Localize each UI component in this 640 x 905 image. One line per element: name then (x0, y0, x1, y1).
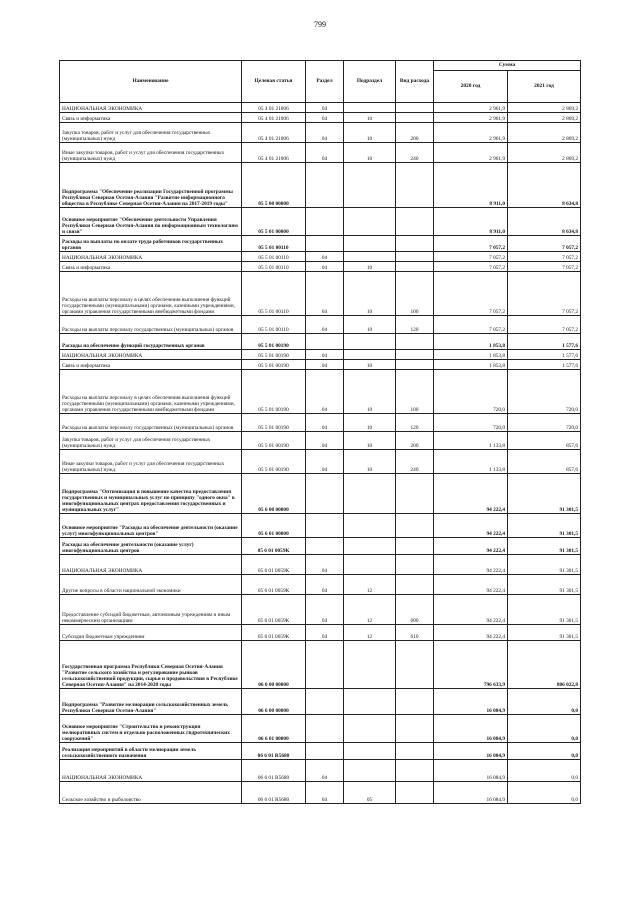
row-name: Связь и информатика (60, 113, 242, 123)
row-target: 06 6 01 R5680 (242, 743, 306, 760)
row-sum-2020: 2 961,9 (434, 143, 508, 163)
row-subsection (344, 236, 396, 252)
row-name: НАЦИОНАЛЬНАЯ ЭКОНОМИКА (60, 760, 242, 782)
row-target: 05 5 01 00190 (242, 350, 306, 360)
row-name: НАЦИОНАЛЬНАЯ ЭКОНОМИКА (60, 103, 242, 113)
row-name: Сельское хозяйство и рыболовство (60, 782, 242, 804)
row-name: Расходы на выплаты персоналу государственных (муниципальных) органов (60, 316, 242, 334)
row-subsection: 10 (344, 262, 396, 272)
row-expense-type (396, 689, 434, 715)
row-expense-type (396, 641, 434, 689)
row-target: 05 6 01 0059К (242, 625, 306, 641)
row-section: 04 (306, 143, 344, 163)
row-name: Предоставление субсидий бюджетным, автономным учреждениям и иным некоммерческим организациям (60, 595, 242, 625)
table-row (60, 350, 581, 360)
row-subsection: 10 (344, 414, 396, 432)
table-row (60, 625, 581, 641)
row-expense-type (396, 262, 434, 272)
row-name: Расходы на выплаты персоналу в целях обеспечения выполнения функций государственными (муниципальными) органами, казенными учреждениями, органами управления государственными внебюджетными фондами (60, 272, 242, 316)
table-row (60, 555, 581, 575)
row-sum-2020: 8 911,0 (434, 163, 508, 208)
row-expense-type (396, 113, 434, 123)
row-target: 05 6 00 00000 (242, 474, 306, 514)
row-target: 05 5 01 00190 (242, 414, 306, 432)
row-section: 04 (306, 782, 344, 804)
row-name: НАЦИОНАЛЬНАЯ ЭКОНОМИКА (60, 555, 242, 575)
row-sum-2020: 1 133,8 (434, 432, 508, 450)
row-sum-2021: 8 634,8 (508, 208, 581, 236)
row-subsection (344, 350, 396, 360)
row-section: 04 (306, 350, 344, 360)
row-sum-2020: 94 222,4 (434, 625, 508, 641)
row-target: 05 5 01 00110 (242, 252, 306, 262)
row-name: Расходы на обеспечение функций государственных органов (60, 334, 242, 350)
row-sum-2020: 1 853,8 (434, 350, 508, 360)
row-name: Подпрограмма "Оптимизация и повышение качества предоставления государственных и муниципальных услуг по принципу "одного окна" в многофункциональных центрах предоставления государственных и муниципальных услуг" (60, 474, 242, 514)
row-sum-2021: 7 057,2 (508, 262, 581, 272)
row-sum-2020: 94 222,4 (434, 595, 508, 625)
row-expense-type (396, 360, 434, 370)
row-name: Расходы на выплаты персоналу государственных (муниципальных) органов (60, 414, 242, 432)
row-expense-type: 120 (396, 414, 434, 432)
table-row (60, 715, 581, 743)
table-row (60, 514, 581, 538)
row-sum-2021: 720,0 (508, 414, 581, 432)
row-subsection (344, 208, 396, 236)
table-row (60, 474, 581, 514)
row-subsection: 10 (344, 272, 396, 316)
row-target: 05 6 01 0059К (242, 595, 306, 625)
row-target: 05 5 01 00190 (242, 360, 306, 370)
row-expense-type (396, 103, 434, 113)
row-target: 05 6 01 0059К (242, 575, 306, 595)
row-expense-type (396, 350, 434, 360)
row-subsection (344, 334, 396, 350)
table-row (60, 143, 581, 163)
row-name: Основное мероприятие "Расходы на обеспечение деятельности (оказание услуг) многофункциональных центров" (60, 514, 242, 538)
row-subsection (344, 163, 396, 208)
row-subsection: 12 (344, 625, 396, 641)
row-expense-type (396, 575, 434, 595)
row-sum-2020: 16 084,9 (434, 743, 508, 760)
row-target: 05 6 01 0059К (242, 538, 306, 555)
table-row (60, 538, 581, 555)
page-number: 799 (314, 20, 326, 29)
row-section: 04 (306, 555, 344, 575)
row-name: Связь и информатика (60, 360, 242, 370)
row-target: 05 4 01 21006 (242, 103, 306, 113)
row-section: 04 (306, 262, 344, 272)
row-expense-type (396, 538, 434, 555)
row-section (306, 743, 344, 760)
table-row (60, 743, 581, 760)
row-target: 05 5 01 00190 (242, 334, 306, 350)
row-target: 05 6 01 00000 (242, 514, 306, 538)
table-row (60, 113, 581, 123)
row-sum-2020: 1 133,8 (434, 450, 508, 474)
row-sum-2021: 0,0 (508, 743, 581, 760)
row-subsection: 10 (344, 143, 396, 163)
row-sum-2021: 806 022,8 (508, 641, 581, 689)
row-sum-2021: 7 057,2 (508, 272, 581, 316)
row-target: 05 6 01 0059К (242, 555, 306, 575)
table-row (60, 760, 581, 782)
row-sum-2021: 91 301,5 (508, 625, 581, 641)
row-name: НАЦИОНАЛЬНАЯ ЭКОНОМИКА (60, 252, 242, 262)
row-sum-2020: 796 633,9 (434, 641, 508, 689)
row-expense-type (396, 163, 434, 208)
row-sum-2021: 720,0 (508, 370, 581, 414)
row-target: 05 5 00 00000 (242, 163, 306, 208)
table-row (60, 450, 581, 474)
row-sum-2021: 91 301,5 (508, 575, 581, 595)
row-sum-2021: 1 577,6 (508, 360, 581, 370)
row-section: 04 (306, 113, 344, 123)
row-subsection: 10 (344, 316, 396, 334)
row-sum-2020: 7 057,2 (434, 272, 508, 316)
table-row (60, 641, 581, 689)
table-row (60, 782, 581, 804)
row-sum-2021: 91 301,5 (508, 538, 581, 555)
table-row (60, 262, 581, 272)
row-sum-2020: 16 084,9 (434, 715, 508, 743)
row-expense-type: 120 (396, 316, 434, 334)
row-sum-2021: 0,0 (508, 760, 581, 782)
row-section: 04 (306, 272, 344, 316)
row-expense-type: 100 (396, 370, 434, 414)
row-sum-2021: 0,0 (508, 782, 581, 804)
row-subsection: 05 (344, 782, 396, 804)
row-sum-2020: 2 961,9 (434, 113, 508, 123)
row-target: 05 4 01 21006 (242, 143, 306, 163)
row-target: 05 5 01 00190 (242, 432, 306, 450)
row-sum-2021: 7 057,2 (508, 316, 581, 334)
table-row (60, 370, 581, 414)
row-sum-2020: 7 057,2 (434, 252, 508, 262)
row-subsection (344, 715, 396, 743)
row-section (306, 689, 344, 715)
row-subsection: 10 (344, 450, 396, 474)
row-target: 05 5 01 00110 (242, 236, 306, 252)
row-section (306, 208, 344, 236)
row-section: 04 (306, 316, 344, 334)
row-subsection (344, 538, 396, 555)
row-expense-type (396, 252, 434, 262)
row-name: Основное мероприятие "Строительство и реконструкция мелиоративных систем и отдельно расположенных гидротехнических сооружений" (60, 715, 242, 743)
row-subsection: 10 (344, 370, 396, 414)
row-expense-type (396, 236, 434, 252)
row-subsection (344, 514, 396, 538)
row-expense-type (396, 208, 434, 236)
table-row (60, 689, 581, 715)
row-sum-2021: 1 577,6 (508, 334, 581, 350)
table-row (60, 163, 581, 208)
row-section (306, 715, 344, 743)
row-target: 06 0 00 00000 (242, 641, 306, 689)
table-row (60, 252, 581, 262)
row-section (306, 163, 344, 208)
row-target: 06 6 01 R5680 (242, 782, 306, 804)
row-section: 04 (306, 414, 344, 432)
row-name: Закупка товаров, работ и услуг для обеспечения государственных (муниципальных) нужд (60, 432, 242, 450)
row-subsection (344, 743, 396, 760)
row-sum-2020: 8 911,0 (434, 208, 508, 236)
header-expense-type: Вид расхода (396, 61, 434, 103)
row-expense-type (396, 782, 434, 804)
header-subsection: Подраздел (344, 61, 396, 103)
row-name: Расходы на выплаты по оплате труда работников государственных органов (60, 236, 242, 252)
row-subsection (344, 474, 396, 514)
row-expense-type (396, 743, 434, 760)
header-section: Раздел (306, 61, 344, 103)
row-name: Закупка товаров, работ и услуг для обеспечения государственных (муниципальных) нужд (60, 123, 242, 143)
row-section: 04 (306, 450, 344, 474)
row-name: Связь и информатика (60, 262, 242, 272)
row-expense-type (396, 334, 434, 350)
row-sum-2020: 1 853,8 (434, 360, 508, 370)
row-section: 04 (306, 625, 344, 641)
row-sum-2021: 0,0 (508, 689, 581, 715)
row-section (306, 474, 344, 514)
row-expense-type: 610 (396, 625, 434, 641)
row-target: 05 5 01 00110 (242, 272, 306, 316)
row-subsection (344, 760, 396, 782)
row-subsection: 10 (344, 432, 396, 450)
row-target: 06 6 01 00000 (242, 715, 306, 743)
table-row (60, 432, 581, 450)
table-row (60, 123, 581, 143)
row-sum-2020: 720,0 (434, 370, 508, 414)
row-subsection (344, 252, 396, 262)
row-target: 05 5 01 00190 (242, 450, 306, 474)
row-name: Основное мероприятие "Обеспечение деятельности Управления Республики Северная Осетия-Алания по информационным технологиям и связи" (60, 208, 242, 236)
row-name: Подпрограмма "Развитие мелиорации сельскохозяйственных земель Республики Северная Осетия-Алания" (60, 689, 242, 715)
row-sum-2021: 0,0 (508, 715, 581, 743)
header-target: Целевая статья (242, 61, 306, 103)
row-target: 05 4 01 21006 (242, 123, 306, 143)
row-name: Расходы на обеспечение деятельности (оказание услуг) многофункциональных центров (60, 538, 242, 555)
row-expense-type: 200 (396, 123, 434, 143)
row-section: 04 (306, 252, 344, 262)
row-expense-type: 240 (396, 450, 434, 474)
row-sum-2020: 7 057,2 (434, 262, 508, 272)
row-subsection: 12 (344, 595, 396, 625)
row-sum-2020: 2 961,9 (434, 123, 508, 143)
table-body (60, 103, 581, 804)
header-year-2020: 2020 год (434, 71, 508, 103)
row-section (306, 538, 344, 555)
row-expense-type (396, 514, 434, 538)
table-row (60, 103, 581, 113)
row-name: Расходы на выплаты персоналу в целях обеспечения выполнения функций государственными (муниципальными) органами, казенными учреждениями, органами управления государственными внебюджетными фондами (60, 370, 242, 414)
row-target: 05 4 01 21006 (242, 113, 306, 123)
row-sum-2021: 91 301,5 (508, 555, 581, 575)
row-sum-2021: 2 869,2 (508, 103, 581, 113)
row-name: Другие вопросы в области национальной экономики (60, 575, 242, 595)
row-name: Иные закупки товаров, работ и услуг для обеспечения государственных (муниципальных) нужд (60, 450, 242, 474)
row-target: 06 6 01 R5680 (242, 760, 306, 782)
row-section (306, 236, 344, 252)
row-subsection: 10 (344, 123, 396, 143)
row-sum-2021: 91 301,5 (508, 595, 581, 625)
table-row (60, 414, 581, 432)
row-sum-2021: 2 869,2 (508, 123, 581, 143)
row-name: Иные закупки товаров, работ и услуг для обеспечения государственных (муниципальных) нужд (60, 143, 242, 163)
row-sum-2021: 2 869,2 (508, 113, 581, 123)
row-sum-2021: 857,6 (508, 450, 581, 474)
header-year-2021: 2021 год (508, 71, 581, 103)
row-sum-2021: 857,6 (508, 432, 581, 450)
row-name: Подпрограмма "Обеспечение реализации Государственной программы Республики Северная Осетия-Алания "Развитие информационного общества в Республике Северная Осетия-Алания на 2017-2019 годы" (60, 163, 242, 208)
row-sum-2021: 7 057,2 (508, 236, 581, 252)
row-sum-2020: 94 222,4 (434, 514, 508, 538)
row-target: 05 5 01 00000 (242, 208, 306, 236)
row-section: 04 (306, 370, 344, 414)
row-target: 05 5 01 00190 (242, 370, 306, 414)
row-sum-2020: 16 084,9 (434, 782, 508, 804)
row-expense-type: 600 (396, 595, 434, 625)
row-sum-2020: 94 222,4 (434, 474, 508, 514)
row-section: 04 (306, 103, 344, 113)
row-expense-type: 240 (396, 143, 434, 163)
row-subsection (344, 555, 396, 575)
row-subsection (344, 641, 396, 689)
row-section: 04 (306, 595, 344, 625)
row-expense-type (396, 760, 434, 782)
row-subsection: 10 (344, 113, 396, 123)
row-section (306, 641, 344, 689)
row-section (306, 334, 344, 350)
table-row (60, 316, 581, 334)
table-row (60, 272, 581, 316)
table-row (60, 575, 581, 595)
row-subsection (344, 689, 396, 715)
row-target: 06 6 00 00000 (242, 689, 306, 715)
table-row (60, 208, 581, 236)
row-sum-2021: 1 577,6 (508, 350, 581, 360)
row-expense-type (396, 474, 434, 514)
row-sum-2020: 16 084,9 (434, 689, 508, 715)
row-subsection: 10 (344, 360, 396, 370)
table-row (60, 236, 581, 252)
table-row (60, 360, 581, 370)
row-sum-2021: 2 869,2 (508, 143, 581, 163)
row-subsection (344, 103, 396, 113)
row-sum-2020: 2 961,9 (434, 103, 508, 113)
row-sum-2021: 91 301,5 (508, 514, 581, 538)
row-section: 04 (306, 360, 344, 370)
row-name: Реализация мероприятий в области мелиорации земель сельскохозяйственного назначения (60, 743, 242, 760)
row-name: Государственная программа Республики Северная Осетия-Алания "Развитие сельского хозяйства и регулирование рынков сельскохозяйственной продукции, сырья и продовольствия в Республике Северная Осетия-Алания" на 2014-2020 годы (60, 641, 242, 689)
row-sum-2020: 94 222,4 (434, 555, 508, 575)
row-sum-2021: 91 301,5 (508, 474, 581, 514)
row-expense-type (396, 555, 434, 575)
row-target: 05 5 01 00110 (242, 316, 306, 334)
row-target: 05 5 01 00110 (242, 262, 306, 272)
row-name: НАЦИОНАЛЬНАЯ ЭКОНОМИКА (60, 350, 242, 360)
row-sum-2021: 8 634,8 (508, 163, 581, 208)
row-sum-2020: 1 853,8 (434, 334, 508, 350)
row-section: 04 (306, 575, 344, 595)
row-sum-2021: 7 057,2 (508, 252, 581, 262)
header-name: Наименование (60, 61, 242, 103)
row-section: 04 (306, 432, 344, 450)
row-sum-2020: 16 084,9 (434, 760, 508, 782)
row-sum-2020: 7 057,2 (434, 316, 508, 334)
row-sum-2020: 7 057,2 (434, 236, 508, 252)
row-expense-type (396, 715, 434, 743)
row-name: Субсидии бюджетным учреждениям (60, 625, 242, 641)
row-sum-2020: 94 222,4 (434, 575, 508, 595)
row-subsection: 12 (344, 575, 396, 595)
row-section: 04 (306, 760, 344, 782)
table-row (60, 595, 581, 625)
row-section: 04 (306, 123, 344, 143)
row-section (306, 514, 344, 538)
row-expense-type: 200 (396, 432, 434, 450)
row-sum-2020: 94 222,4 (434, 538, 508, 555)
row-expense-type: 100 (396, 272, 434, 316)
table-row (60, 334, 581, 350)
header-sum: Сумма (434, 61, 581, 71)
row-sum-2020: 720,0 (434, 414, 508, 432)
budget-table (59, 60, 581, 804)
